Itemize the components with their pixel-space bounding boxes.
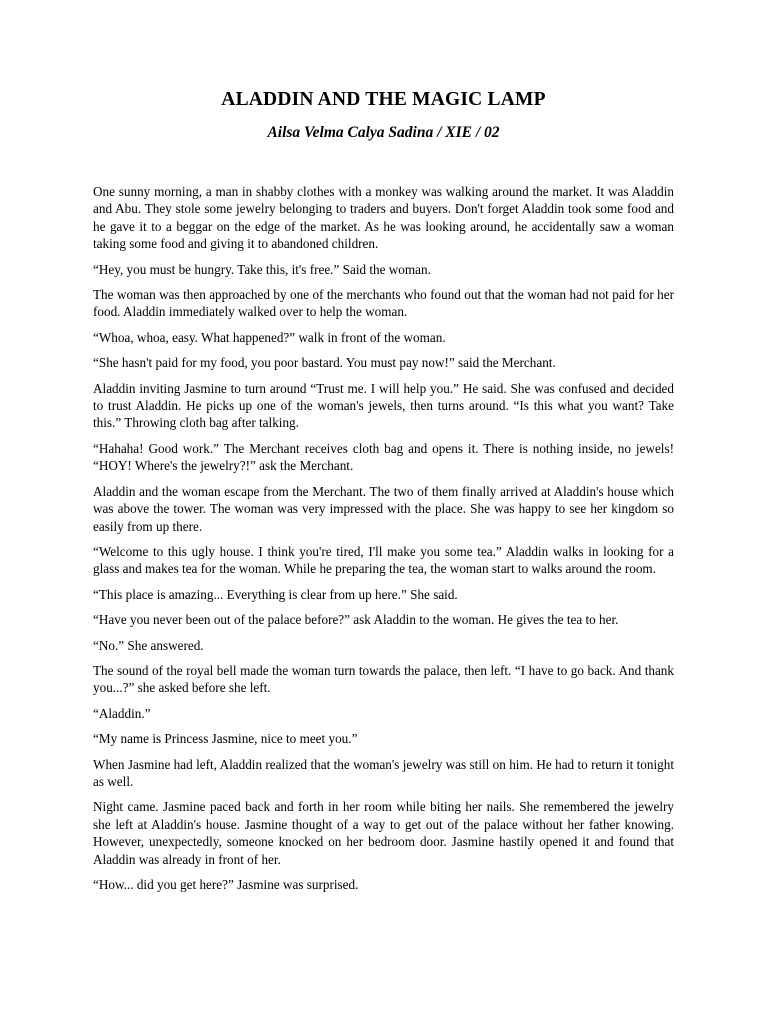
paragraph: “Welcome to this ugly house. I think you're tired, I'll make you some tea.” Aladdin walks in looking for a glass and makes tea for the woman. While he preparing the tea, the woman start to walks around the room. bbox=[93, 543, 674, 577]
paragraph: “My name is Princess Jasmine, nice to meet you.” bbox=[93, 731, 358, 747]
document-page bbox=[93, 88, 674, 901]
author-line: Ailsa Velma Calya Sadina / XIE / 02 bbox=[267, 124, 500, 141]
paragraph: “How... did you get here?” Jasmine was surprised. bbox=[93, 877, 359, 892]
paragraph: “This place is amazing... Everything is clear from up here.” She said. bbox=[93, 586, 458, 602]
paragraph: “Aladdin.” bbox=[93, 705, 151, 721]
paragraph: “Hahaha! Good work.” The Merchant receives cloth bag and opens it. There is nothing inside, no jewels! “HOY! Where's the jewelry?!” ask the Merchant. bbox=[93, 440, 674, 474]
paragraph: The sound of the royal bell made the woman turn towards the palace, then left. “I have to go back. And thank you...?” she asked before she left. bbox=[93, 662, 674, 696]
paragraph: One sunny morning, a man in shabby clothes with a monkey was walking around the market. It was Aladdin and Abu. They stole some jewelry belonging to traders and buyers. Don't forget Aladdin took some food and he gave it to a beggar on the edge of the market. As he was looking around, he accidentally saw a woman taking some food and giving it to abandoned children. bbox=[93, 184, 674, 252]
paragraph: Aladdin and the woman escape from the Merchant. The two of them finally arrived at Aladdin's house which was above the tower. The woman was very impressed with the place. She was happy to see her kingdom so easily from up there. bbox=[93, 483, 674, 534]
paragraph: Night came. Jasmine paced back and forth in her room while biting her nails. She remembered the jewelry she left at Aladdin's house. Jasmine thought of a way to get out of the palace without her father knowing. However, unexpectedly, someone knocked on her bedroom door. Jasmine hastily opened it and found that Aladdin was already in front of her. bbox=[93, 799, 674, 867]
paragraph: “Hey, you must be hungry. Take this, it's free.” Said the woman. bbox=[93, 261, 431, 277]
story-body bbox=[93, 183, 674, 893]
paragraph: “No.” She answered. bbox=[93, 637, 204, 653]
paragraph: “She hasn't paid for my food, you poor bastard. You must pay now!” said the Merchant. bbox=[93, 355, 556, 371]
paragraph: When Jasmine had left, Aladdin realized that the woman's jewelry was still on him. He had to return it tonight as well. bbox=[93, 756, 674, 789]
paragraph: “Whoa, whoa, easy. What happened?” walk in front of the woman. bbox=[93, 329, 446, 345]
paragraph: “Have you never been out of the palace before?” ask Aladdin to the woman. He gives the tea to her. bbox=[93, 612, 619, 628]
paragraph: Aladdin inviting Jasmine to turn around “Trust me. I will help you.” He said. She was confused and decided to trust Aladdin. He picks up one of the woman's jewels, then turns around. “Is this what you want? Take this.” Throwing cloth bag after talking. bbox=[93, 380, 674, 431]
paragraph: The woman was then approached by one of the merchants who found out that the woman had not paid for her food. Aladdin immediately walked over to help the woman. bbox=[93, 287, 674, 320]
document-title: ALADDIN AND THE MAGIC LAMP bbox=[221, 89, 546, 110]
